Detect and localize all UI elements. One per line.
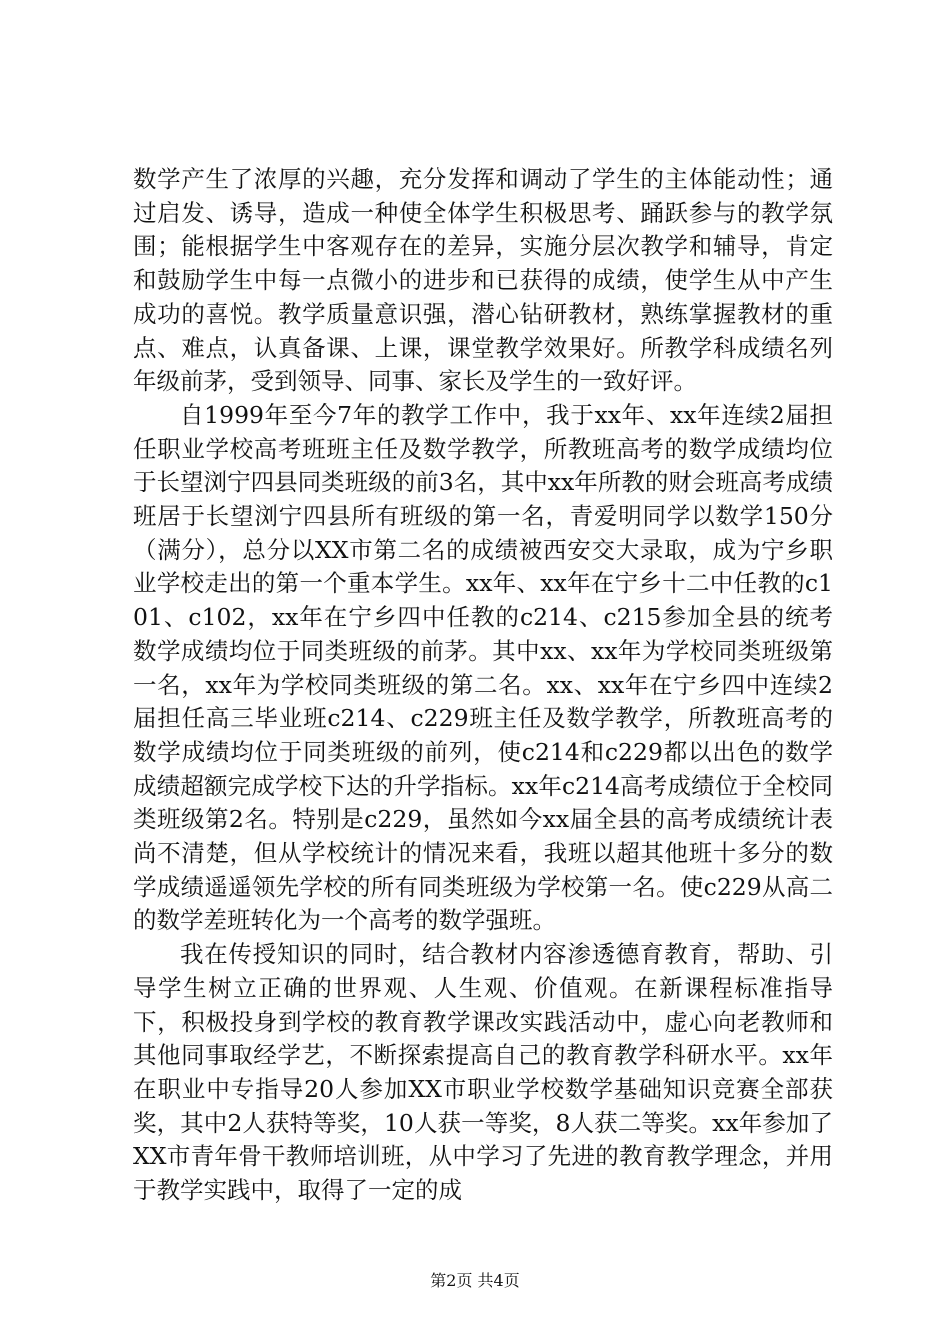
paragraph-2: 自1999年至今7年的教学工作中，我于xx年、xx年连续2届担任职业学校高考班班主任及数学教学，所教班高考的数学成绩均位于长望浏宁四县同类班级的前3名，其中xx年所教的财会班高考成绩班居于长望浏宁四县所有班级的第一名，青爱明同学以数学150分（满分），总分以XX市第二名的成绩被西安交大录取，成为宁乡职业学校走出的第一个重本学生。xx年、xx年在宁乡十二中任教的c101、c102，xx年在宁乡四中任教的c214、c215参加全县的统考数学成绩均位于同类班级的前茅。其中xx、xx年为学校同类班级第一名，xx年为学校同类班级的第二名。xx、xx年在宁乡四中连续2届担任高三毕业班c214、c229班主任及数学教学，所教班高考的数学成绩均位于同类班级的前列，使c214和c229都以出色的数学成绩超额完成学校下达的升学指标。xx年c214高考成绩位于全校同类班级第2名。特别是c229，虽然如今xx届全县的高考成绩统计表尚不清楚，但从学校统计的情况来看，我班以超其他班十多分的数学成绩遥遥领先学校的所有同类班级为学校第一名。使c229从高二的数学差班转化为一个高考的数学强班。	[133, 400, 833, 935]
document-body	[133, 163, 833, 1208]
paragraph-3: 我在传授知识的同时，结合教材内容渗透德育教育，帮助、引导学生树立正确的世界观、人生观、价值观。在新课程标准指导下，积极投身到学校的教育教学课改实践活动中，虚心向老教师和其他同事取经学艺，不断探索提高自己的教育教学科研水平。xx年在职业中专指导20人参加XX市职业学校数学基础知识竞赛全部获奖，其中2人获特等奖，10人获一等奖，8人获二等奖。xx年参加了XX市青年骨干教师培训班，从中学习了先进的教育教学理念，并用于教学实践中，取得了一定的成	[133, 940, 833, 1205]
page-number-footer: 第2页 共4页	[430, 1271, 520, 1290]
paragraph-1: 数学产生了浓厚的兴趣，充分发挥和调动了学生的主体能动性；通过启发、诱导，造成一种使全体学生积极思考、踊跃参与的教学氛围；能根据学生中客观存在的差异，实施分层次教学和辅导，肯定和鼓励学生中每一点微小的进步和已获得的成绩，使学生从中产生成功的喜悦。教学质量意识强，潜心钻研教材，熟练掌握教材的重点、难点，认真备课、上课，课堂教学效果好。所教学科成绩名列年级前茅，受到领导、同事、家长及学生的一致好评。	[133, 165, 833, 396]
